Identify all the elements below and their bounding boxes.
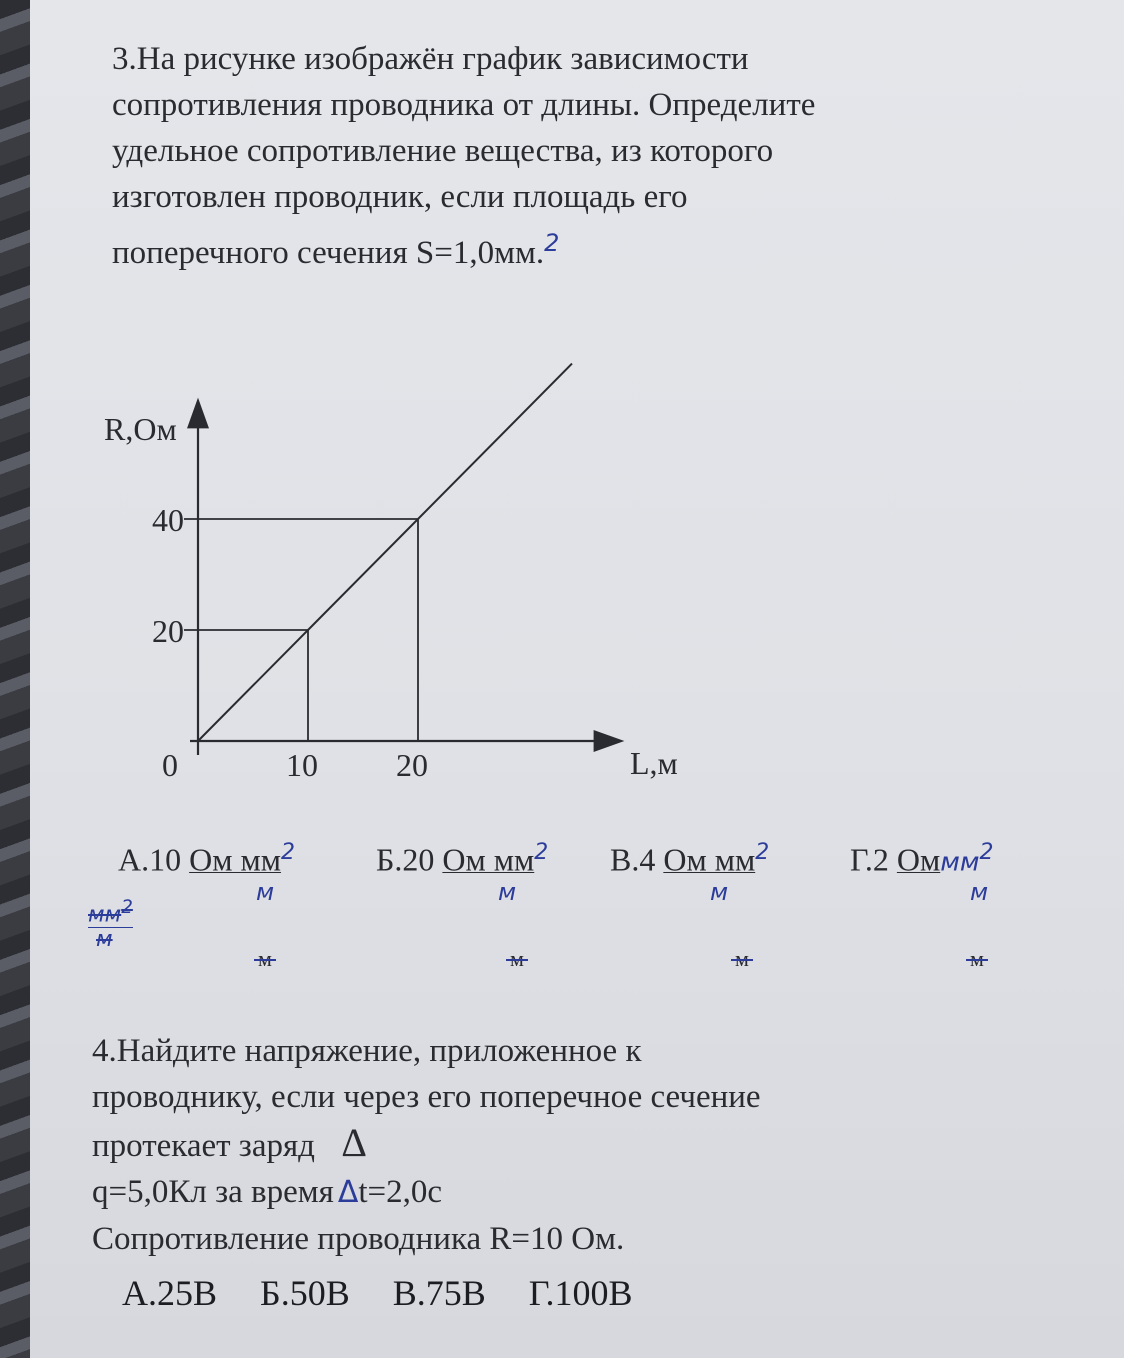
struck-unit-b: м: [510, 946, 524, 971]
answer-c[interactable]: В.75В: [392, 1273, 486, 1313]
delta-symbol: Δ: [341, 1120, 367, 1165]
q3-line-1: 3.На рисунке изображён график зависимости: [112, 41, 749, 77]
option-a-unit: Ом мм: [189, 841, 281, 878]
option-d-hw-unit: мм: [940, 847, 980, 878]
option-d-unit: Ом: [896, 841, 941, 878]
option-a-sup: 2: [280, 840, 295, 865]
x-tick-label-20: 20: [396, 747, 428, 783]
option-a-denominator: м: [256, 878, 275, 906]
option-c-letter: В.4: [610, 841, 656, 878]
handwritten-unit-fix: [88, 896, 133, 952]
q4-line-2: проводнику, если через его поперечное сечение: [92, 1079, 761, 1115]
q4-line-4: [92, 1169, 992, 1216]
q4-line-4-text: q=5,0Кл за время: [92, 1174, 334, 1210]
handwritten-unit-num: мм: [88, 902, 122, 928]
struck-unit-c: м: [735, 946, 749, 971]
struck-unit-d: м: [970, 946, 984, 971]
q4-line-3: [92, 1120, 992, 1169]
option-d-denominator: м: [970, 878, 989, 906]
option-d[interactable]: [850, 840, 994, 906]
option-d-letter: Г.2: [850, 841, 889, 878]
q4-time: t=2,0с: [358, 1174, 443, 1210]
option-b-sup: 2: [534, 840, 549, 865]
q3-line-5-text: поперечного сечения S=1,0мм.: [112, 235, 545, 271]
delta-handwritten: Δ: [337, 1175, 359, 1210]
y-axis-label: R,Ом: [104, 411, 177, 447]
q3-line-2: сопротивления проводника от длины. Определите: [112, 87, 816, 123]
guide-lines: [184, 519, 418, 741]
y-tick-label-40: 40: [152, 502, 184, 538]
option-b[interactable]: [376, 840, 549, 906]
q3-line-3: удельное сопротивление вещества, из которого: [112, 133, 774, 169]
q4-line-5: Сопротивление проводника R=10 Ом.: [92, 1221, 625, 1257]
option-c[interactable]: [610, 840, 770, 906]
q4-line-1: 4.Найдите напряжение, приложенное к: [92, 1033, 642, 1069]
option-b-unit: Ом мм: [442, 841, 535, 878]
q4-line-3-text: протекает заряд: [92, 1128, 315, 1164]
struck-unit-a: м: [258, 946, 272, 971]
handwritten-unit-den: м: [96, 927, 113, 953]
option-b-letter: Б.20: [376, 841, 435, 878]
option-c-sup: 2: [755, 840, 770, 865]
x-tick-label-10: 10: [286, 747, 318, 783]
question-4: [92, 1028, 992, 1262]
option-c-denominator: м: [710, 878, 729, 906]
handwritten-unit-sup: 2: [121, 897, 133, 918]
option-c-unit: Ом мм: [663, 841, 756, 878]
option-b-denominator: м: [498, 878, 517, 906]
option-d-sup: 2: [979, 840, 994, 865]
option-a[interactable]: [118, 840, 295, 906]
answer-b[interactable]: Б.50В: [260, 1273, 350, 1313]
series-line: [198, 364, 572, 741]
q4-answers: [122, 1272, 667, 1314]
x-tick-label-0: 0: [162, 747, 178, 783]
q3-line-4: изготовлен проводник, если площадь его: [112, 179, 688, 215]
x-axis-label: L,м: [630, 745, 678, 781]
handwritten-superscript: 2: [544, 229, 560, 257]
answer-d[interactable]: Г.100В: [528, 1273, 633, 1313]
option-a-letter: А.10: [118, 841, 182, 878]
answer-a[interactable]: А.25В: [122, 1273, 218, 1313]
y-tick-label-20: 20: [152, 613, 184, 649]
